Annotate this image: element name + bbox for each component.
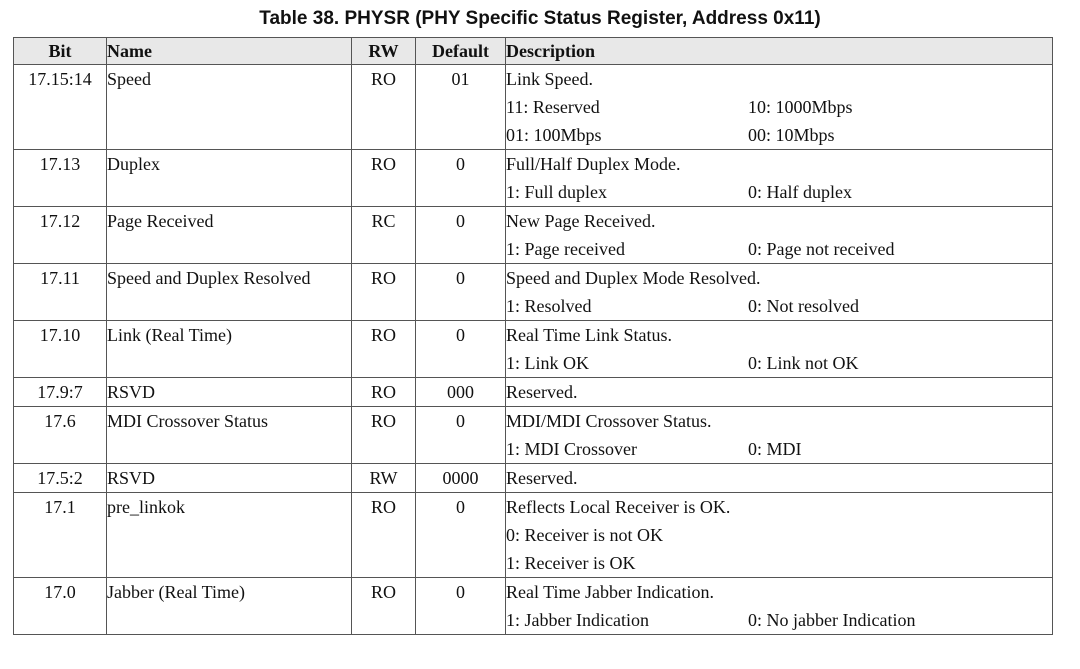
- table-row: [14, 150, 1053, 207]
- description-title: Full/Half Duplex Mode.: [506, 154, 681, 174]
- description-cell: [506, 150, 1053, 207]
- name-cell: Link (Real Time): [107, 321, 352, 378]
- description-option-line: [506, 549, 1052, 577]
- table-title: Table 38. PHYSR (PHY Specific Status Register, Address 0x11): [259, 8, 821, 29]
- default-cell: 0: [416, 493, 506, 578]
- description-option: 1: Resolved: [506, 296, 592, 316]
- description-title: New Page Received.: [506, 211, 656, 231]
- name-cell: Speed and Duplex Resolved: [107, 264, 352, 321]
- description-option-line: [506, 521, 1052, 549]
- description-title: Reflects Local Receiver is OK.: [506, 497, 731, 517]
- description-option: 0: MDI: [748, 439, 802, 459]
- name-cell: MDI Crossover Status: [107, 407, 352, 464]
- table-row: [14, 493, 1053, 578]
- description-option: 01: 100Mbps: [506, 125, 602, 145]
- header-description: Description: [506, 38, 1053, 65]
- rw-cell: RC: [352, 207, 416, 264]
- rw-cell: RO: [352, 407, 416, 464]
- rw-cell: RO: [352, 378, 416, 407]
- name-cell: Speed: [107, 65, 352, 150]
- rw-cell: RO: [352, 493, 416, 578]
- default-cell: 0: [416, 321, 506, 378]
- rw-cell: RO: [352, 264, 416, 321]
- rw-cell: RO: [352, 150, 416, 207]
- name-cell: RSVD: [107, 378, 352, 407]
- description-option: 00: 10Mbps: [748, 125, 835, 145]
- bit-cell: 17.15:14: [14, 65, 107, 150]
- default-cell: 01: [416, 65, 506, 150]
- table-row: [14, 407, 1053, 464]
- header-default: Default: [416, 38, 506, 65]
- name-cell: pre_linkok: [107, 493, 352, 578]
- description-option: 1: Link OK: [506, 353, 589, 373]
- description-cell: [506, 207, 1053, 264]
- table-row: [14, 264, 1053, 321]
- header-row: [14, 38, 1053, 65]
- description-title: MDI/MDI Crossover Status.: [506, 411, 712, 431]
- description-option-line: [506, 606, 1052, 634]
- description-option-line: [506, 349, 1052, 377]
- description-cell: [506, 321, 1053, 378]
- description-option: 0: Not resolved: [748, 296, 859, 316]
- description-title: Speed and Duplex Mode Resolved.: [506, 268, 761, 288]
- bit-cell: 17.6: [14, 407, 107, 464]
- name-cell: RSVD: [107, 464, 352, 493]
- description-option: 1: Receiver is OK: [506, 553, 636, 573]
- name-cell: Duplex: [107, 150, 352, 207]
- description-option: 1: Page received: [506, 239, 625, 259]
- default-cell: 0000: [416, 464, 506, 493]
- table-row: [14, 207, 1053, 264]
- table-row: [14, 378, 1053, 407]
- default-cell: 0: [416, 207, 506, 264]
- name-cell: Page Received: [107, 207, 352, 264]
- bit-cell: 17.9:7: [14, 378, 107, 407]
- bit-cell: 17.5:2: [14, 464, 107, 493]
- bit-cell: 17.12: [14, 207, 107, 264]
- description-cell: [506, 493, 1053, 578]
- description-option: 0: Receiver is not OK: [506, 525, 663, 545]
- header-rw: RW: [352, 38, 416, 65]
- table-body: [14, 65, 1053, 635]
- header-bit: Bit: [14, 38, 107, 65]
- description-option: 0: Page not received: [748, 239, 895, 259]
- description-option-line: [506, 292, 1052, 320]
- description-option-line: [506, 178, 1052, 206]
- description-cell: [506, 378, 1053, 407]
- description-cell: [506, 464, 1053, 493]
- table-row: [14, 321, 1053, 378]
- description-option: 1: Jabber Indication: [506, 610, 649, 630]
- default-cell: 000: [416, 378, 506, 407]
- description-cell: [506, 264, 1053, 321]
- description-title: Real Time Jabber Indication.: [506, 582, 714, 602]
- description-cell: [506, 578, 1053, 635]
- default-cell: 0: [416, 407, 506, 464]
- description-option-line: [506, 235, 1052, 263]
- register-table: [13, 37, 1053, 635]
- rw-cell: RO: [352, 578, 416, 635]
- default-cell: 0: [416, 264, 506, 321]
- name-cell: Jabber (Real Time): [107, 578, 352, 635]
- description-cell: [506, 65, 1053, 150]
- description-title: Real Time Link Status.: [506, 325, 673, 345]
- description-option: 0: Half duplex: [748, 182, 852, 202]
- description-option: 1: MDI Crossover: [506, 439, 637, 459]
- rw-cell: RO: [352, 321, 416, 378]
- header-name: Name: [107, 38, 352, 65]
- description-option: 0: Link not OK: [748, 353, 859, 373]
- description-option: 1: Full duplex: [506, 182, 608, 202]
- table-row: [14, 578, 1053, 635]
- description-option-line: [506, 121, 1052, 149]
- description-option: 10: 1000Mbps: [748, 97, 853, 117]
- bit-cell: 17.11: [14, 264, 107, 321]
- default-cell: 0: [416, 578, 506, 635]
- description-option: 11: Reserved: [506, 97, 600, 117]
- table-row: [14, 464, 1053, 493]
- description-option-line: [506, 435, 1052, 463]
- bit-cell: 17.10: [14, 321, 107, 378]
- description-option: 0: No jabber Indication: [748, 610, 916, 630]
- table-row: [14, 65, 1053, 150]
- rw-cell: RO: [352, 65, 416, 150]
- bit-cell: 17.0: [14, 578, 107, 635]
- description-title: Link Speed.: [506, 69, 593, 89]
- default-cell: 0: [416, 150, 506, 207]
- description-title: Reserved.: [506, 468, 578, 488]
- bit-cell: 17.1: [14, 493, 107, 578]
- description-option-line: [506, 93, 1052, 121]
- bit-cell: 17.13: [14, 150, 107, 207]
- rw-cell: RW: [352, 464, 416, 493]
- description-cell: [506, 407, 1053, 464]
- description-title: Reserved.: [506, 382, 578, 402]
